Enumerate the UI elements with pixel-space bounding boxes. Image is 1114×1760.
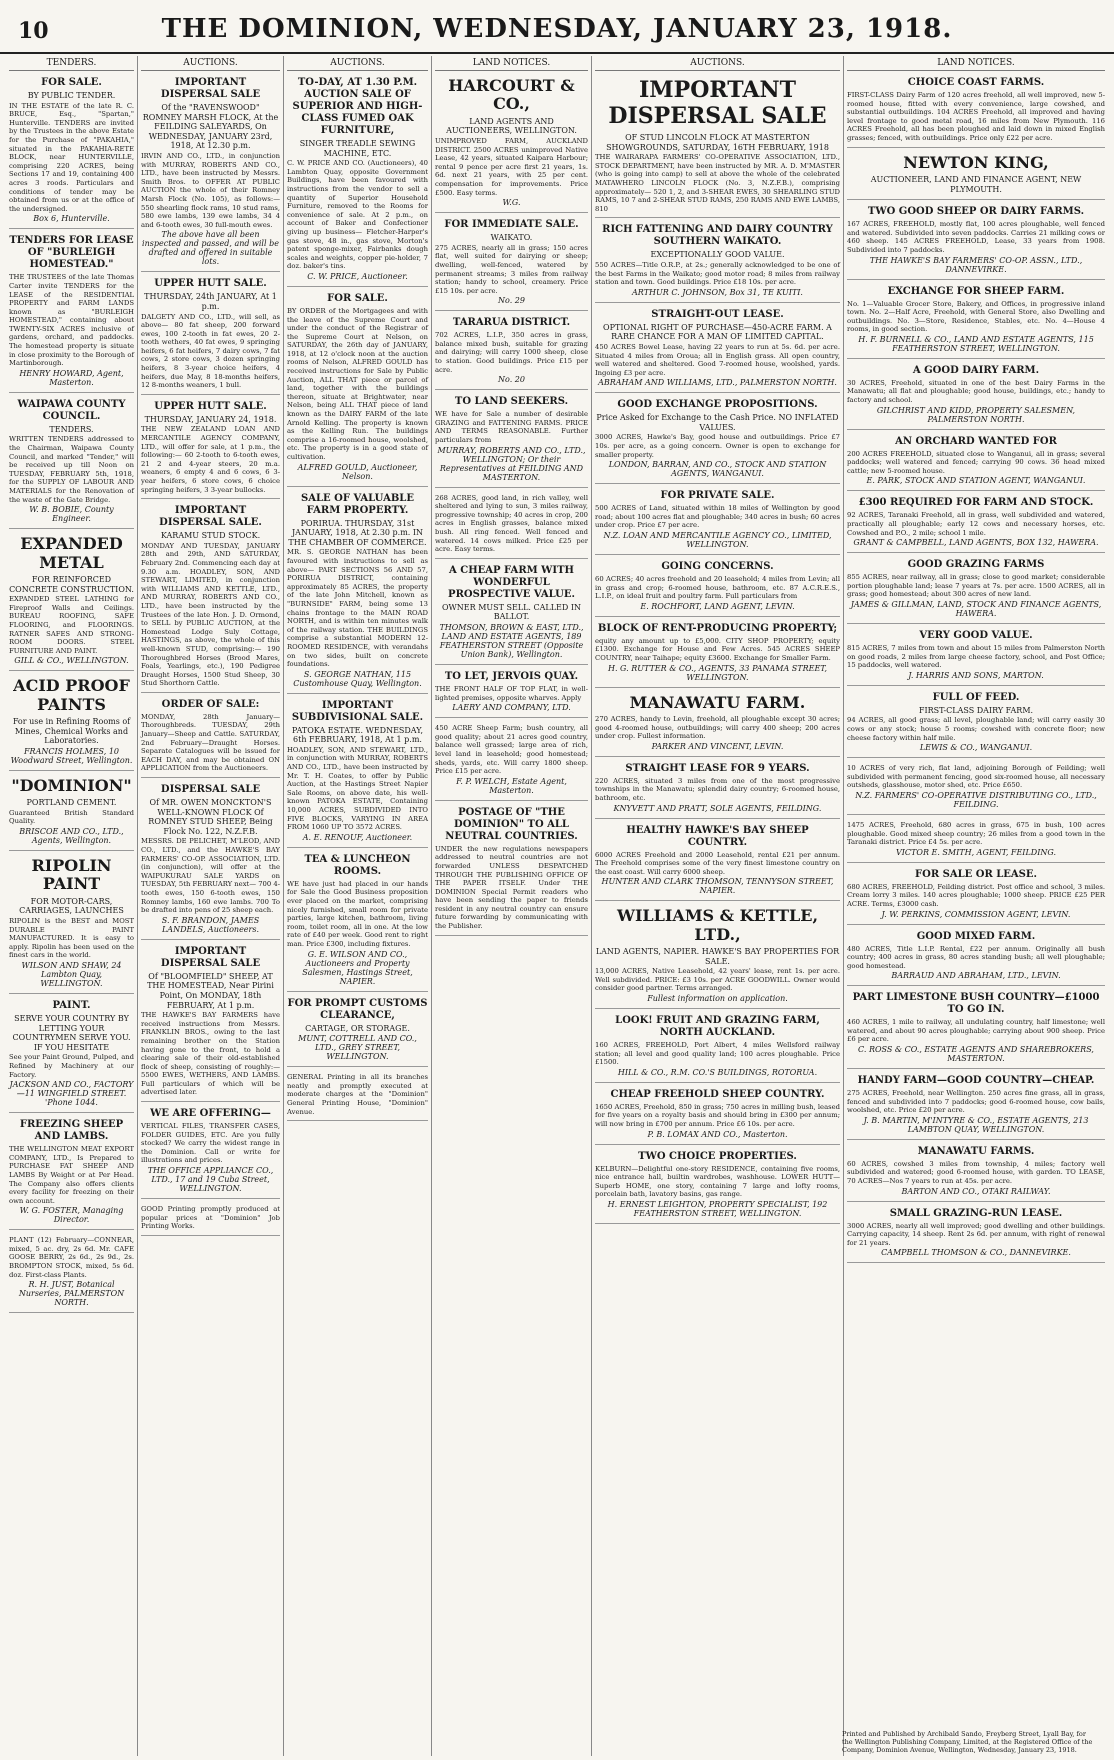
ad-title: VERY GOOD VALUE. [919, 630, 1033, 642]
ad-signature: MURRAY, ROBERTS AND CO., LTD., WELLINGTON; Or their Representatives at FEILDING AND MASTERTON. [437, 445, 586, 482]
advertisement [435, 396, 588, 487]
ad-title: CHEAP FREEHOLD SHEEP COUNTRY. [610, 1088, 825, 1100]
ad-body: THE WAIRARAPA FARMERS' CO-OPERATIVE ASSOCIATION, LTD., STOCK DEPARTMENT, have been instructed by MR. A. D. M'MASTER (who is going into camp) to sell at above the whole of the celebrated MATAWHERO LINCOLN FLOCK (No. 3, N.Z.F.B.), comprising approximately— 520 1, 2, and 3-SHEAR EWES, 30 SHEARLING STUD RAMS, 10 7 and 2-SHEAR STUD RAMS, 250 RAMS AND EWE LAMBS, 810 [595, 153, 840, 213]
ad-signature: A. E. RENOUF, Auctioneer. [302, 832, 413, 842]
advertisement [9, 399, 134, 529]
ad-body: UNIMPROVED FARM, AUCKLAND DISTRICT. 2500 ACRES unimproved Native Lease, 42 years, situated Kaipara Harbour; rental 9 pence per acre first 21 years, 1s. 6d. next 21 years, with 25 per cent. compensation for improvements. Price £500. Easy terms. [435, 136, 588, 197]
ad-signature: LAERY AND COMPANY, LTD. [452, 703, 571, 713]
advertisement [847, 154, 1105, 201]
advertisement [595, 907, 840, 1009]
ad-body: C. W. PRICE AND CO. (Auctioneers), 40 Lambton Quay, opposite Government Buildings, have been favoured with instructions from the vendor to sell a quantity of Superior Household Furniture, removed to the Rooms for convenience of sale. At 2 p.m., on account of Baker and Confectioner giving up business— Fletcher-Harper's gas stove, 48 in., gas stove, Morton's patent sponge-mixer, Fairbanks dough scales and weights, copper pie-holder, 7 doz. baker's tins. [287, 159, 428, 271]
advertisement [847, 992, 1105, 1069]
ad-body: 450 ACRES Bowel Lease, having 22 years to run at 5s. 6d. per acre. Situated 4 miles from Oroua; all in English grass. All open country, well watered and sheltered. Good 7-roomed house, woolshed, yards. Ingoing £3 per acre. [595, 342, 840, 377]
ad-body: WE have for Sale a number of desirable GRAZING and FATTENING FARMS. PRICE AND TERMS REASONABLE. Further particulars from [435, 410, 588, 445]
ad-signature: Box 6, Hunterville. [33, 214, 110, 224]
advertisement [9, 857, 134, 994]
ad-body: 1475 ACRES, Freehold, 680 acres in grass, 675 in bush, 100 acres ploughable. Good mixed sheep country; 26 miles from a good town in the Taranaki district. Price £4 5s. per acre. [847, 820, 1105, 847]
ad-subtitle: OF STUD LINCOLN FLOCK AT MASTERTON SHOWGROUNDS, SATURDAY, 16TH FEBRUARY, 1918 [606, 133, 829, 152]
ad-body: 3000 ACRES, Hawke's Bay, good house and outbuildings. Price £7 10s. per acre, as a going concern. Owner is open to exchange for smaller property. [595, 433, 840, 459]
column-auctions-3 [592, 56, 844, 1756]
ad-signature: E. PARK, STOCK AND STATION AGENT, WANGANUI. [866, 476, 1086, 486]
ad-title: GOING CONCERNS. [661, 561, 774, 573]
ad-signature: ALFRED GOULD, Auctioneer, Nelson. [297, 462, 418, 481]
ad-signature: C. W. PRICE, Auctioneer. [307, 271, 408, 281]
ad-body: PLANT (12) February—CONNEAR, mixed, 5 ac. dry, 2s 6d. Mr. CAFE GOOSE BERRY, 2s 6d., 2s 9d., 2s. BROMPTON STOCK, mixed, 5s 6d. doz. First-class Plants. [9, 1236, 134, 1279]
ad-title: PAINT. [52, 999, 91, 1011]
ad-signature: THOMSON, BROWN & EAST, LTD., LAND AND ESTATE AGENTS, 189 FEATHERSTON STREET (Opposite Union Bank), Wellington. [439, 622, 584, 659]
advertisement [847, 436, 1105, 492]
ad-body: 268 ACRES, good land, in rich valley, well sheltered and lying to sun, 3 miles railway, progressive township; 40 acres in crop, 200 acres in English grasses, balance mixed bush. All ring fenced. Well fenced and watered. 14 cows milked. Price £25 per acre. Easy terms. [435, 493, 588, 554]
ad-title: TO-DAY, AT 1.30 P.M. AUCTION SALE OF SUPERIOR AND HIGH-CLASS FUMED OAK FURNITURE, [292, 77, 423, 136]
advertisement [847, 77, 1105, 148]
ad-body: GOOD Printing promptly produced at popular prices at "Dominion" Job Printing Works. [141, 1205, 280, 1231]
advertisement [595, 763, 840, 819]
ad-signature: KNYVETT AND PRATT, SOLE AGENTS, FEILDING. [613, 803, 822, 813]
ad-body: MR. S. GEORGE NATHAN has been favoured with instructions to sell as above— PART SECTIONS 56 AND 57, PORIRUA DISTRICT, containing approximately 85 ACRES, the property of the late John Mitchell, known as "BURNSIDE" FARM, being some 13 chains frontage to the MAIN ROAD NORTH, and is within ten minutes walk of the railway station. THE BUILDINGS comprise a substantial MODERN 12-ROOMED RESIDENCE, with verandahs on two sides, built on concrete foundations. [287, 548, 428, 669]
ad-subtitle: BY PUBLIC TENDER. [27, 91, 116, 100]
ad-title: GOOD GRAZING FARMS [907, 559, 1045, 571]
ad-subtitle: SERVE YOUR COUNTRY BY LETTING YOUR COUNTRYMEN SERVE YOU. IF YOU HESITATE [12, 1013, 131, 1052]
ad-body: 702 ACRES, L.I.P., 350 acres in grass, balance mixed bush, suitable for grazing and dairying; will carry 1000 sheep, close to station. Good buildings. Price £15 per acre. [435, 331, 588, 374]
ad-signature: W. B. BOBIE, County Engineer. [29, 505, 114, 524]
column-auctions-1 [138, 56, 284, 1756]
advertisement [847, 559, 1105, 624]
ad-signature: H. ERNEST LEIGHTON, PROPERTY SPECIALIST, 192 FEATHERSTON STREET, WELLINGTON. [607, 1200, 828, 1219]
ad-body: 92 ACRES, Taranaki Freehold, all in grass, well subdivided and watered, practically all ploughable; early 12 cows and necessary horses, etc. Cowshed and P.O., 2 mile; school 1 mile. [847, 511, 1105, 537]
ad-signature: E. ROCHFORT, LAND AGENT, LEVIN. [640, 601, 795, 611]
ad-body: 480 ACRES, Title L.I.P. Rental, £22 per annum. Originally all bush country; 400 acres in grass, 80 acres standing bush; all well ploughable; good homestead. [847, 944, 1105, 970]
advertisement [847, 692, 1105, 758]
advertisement [9, 77, 134, 229]
ad-title: TWO GOOD SHEEP OR DAIRY FARMS. [867, 206, 1085, 218]
column-heading: AUCTIONS. [595, 56, 840, 71]
ad-signature: GILCHRIST AND KIDD, PROPERTY SALESMEN, PALMERSTON NORTH. [876, 405, 1076, 424]
ad-title: IMPORTANT DISPERSAL SALE [608, 77, 827, 129]
advertisement [435, 671, 588, 718]
advertisement [287, 1073, 428, 1121]
advertisement [435, 317, 588, 390]
ad-subtitle: LAND AGENTS AND AUCTIONEERS, WELLINGTON. [446, 116, 577, 136]
ad-title: FOR IMMEDIATE SALE. [444, 219, 579, 231]
ad-signature: JACKSON AND CO., FACTORY—11 WINGFIELD STREET. 'Phone 1044. [9, 1080, 134, 1108]
ad-title: SMALL GRAZING-RUN LEASE. [889, 1207, 1063, 1219]
advertisement [287, 293, 428, 487]
ad-title: UPPER HUTT SALE. [154, 400, 267, 412]
column-tenders [6, 56, 138, 1756]
ad-signature: W.G. [502, 198, 521, 208]
ad-title: FOR PROMPT CUSTOMS CLEARANCE, [287, 997, 428, 1021]
advertisement [847, 1146, 1105, 1202]
advertisement [287, 77, 428, 287]
advertisement [847, 931, 1105, 987]
column-heading: LAND NOTICES. [435, 56, 588, 71]
advertisement [595, 490, 840, 555]
ad-title: RICH FATTENING AND DAIRY COUNTRY SOUTHERN WAIKATO. [602, 224, 833, 248]
ad-subtitle: PATOKA ESTATE. WEDNESDAY, 6th FEBRUARY, 1918, At 1 p.m. [291, 725, 424, 745]
ad-body: MONDAY AND TUESDAY, JANUARY 28th and 29th, AND SATURDAY, February 2nd. Commencing each day at 9.30 a.m. HOADLEY, SON, AND STEWART, LIMITED, in conjunction with WILLIAMS AND KETTLE, LTD., AND MURRAY, ROBERTS AND CO., LTD., have been instructed by the Trustees of the late Hon. J. D. Ormond, to SELL by PUBLIC AUCTION, at the Homestead Lodge Suly Cottage, HASTINGS, as above, the whole of this well-known STUD, comprising:— 190 Thoroughbred Horses (Brood Mares, Foals, Yearlings, etc.), 190 Pedigree Draught Horses, 1500 Stud Sheep, 30 Stud Shorthorn Cattle. [141, 541, 280, 688]
advertisement [141, 1205, 280, 1236]
ad-body: 6000 ACRES Freehold and 2000 Leasehold, rental £21 per annum. The Freehold comprises some of the very finest limestone country on the east coast. Will carry 6000 sheep. [595, 850, 840, 876]
ad-body: See your Paint Ground, Pulped, and Refined by Machinery at our Factory. [9, 1053, 134, 1079]
advertisement [595, 1089, 840, 1145]
advertisement [595, 1015, 840, 1083]
advertisement [847, 497, 1105, 553]
ad-body: 450 ACRE Sheep Farm; bush country, all good quality; about 21 acres good country, balance well grassed; large area of rich, level land in leasehold; good homestead; sheds, yards, etc. Will carry 1800 sheep. Price £15 per acre. [435, 724, 588, 776]
ad-signature: J. W. PERKINS, COMMISSION AGENT, LEVIN. [881, 909, 1071, 919]
ad-body: THE FRONT HALF OF TOP FLAT, in well-lighted premises, opposite wharves. Apply [435, 684, 588, 702]
imprint: Printed and Published by Archibald Sando, Freyberg Street, Lyall Bay, for the Wellington Publishing Company, Limited, at the Registered Office of the Company, Dominion Avenue, Wellington, Wednesday, January 23, 1918. [842, 1730, 1093, 1754]
ad-signature: HENRY HOWARD, Agent, Masterton. [19, 368, 124, 387]
ad-body: MESSRS. DE PELICHET, M'LEOD, AND CO., LTD., and the HAWKE'S BAY FARMERS' CO-OP. ASSOCIATION, LTD. (in conjunction), will offer at the WAIPUKURAU SALE YARDS on TUESDAY, 5th FEBRUARY next— 700 4-tooth ewes, 150 6-tooth ewes, 150 Romney lambs, 160 ewe lambs. 700 To be drafted into pens of 25 sheep each. [141, 837, 280, 915]
ad-subtitle: FIRST-CLASS DAIRY FARM. [918, 705, 1034, 715]
ad-title: IMPORTANT SUBDIVISIONAL SALE. [291, 699, 424, 723]
ad-body: WRITTEN TENDERS addressed to the Chairman, Waipawa County Council, and marked "Tender," will be received up till Noon on TUESDAY, FEBRUARY 5th, 1918, for the SUPPLY OF LABOUR AND MATERIALS for the Renovation of the waste of the Gate Bridge. [9, 435, 134, 504]
ad-title: TENDERS FOR LEASE OF "BURLEIGH HOMESTEAD." [9, 235, 134, 271]
ad-signature: HILL & CO., R.M. CO.'S BUILDINGS, ROTORUA. [617, 1067, 818, 1077]
ad-body: BY ORDER of the Mortgagees and with the leave of the Supreme Court and under the conduct of the Registrar of the Supreme Court at Nelson, on SATURDAY, the 26th day of JANUARY, 1918, at 12 o'clock noon at the auction rooms of Nelson, ALFRED GOULD has received instructions for Sale by Public Auction, ALL THAT piece or parcel of land, together with the buildings thereon, situate at Brightwater, near Nelson, being ALL THAT piece of land known as the DAIRY FARM of the late Arnold Kelling. The property is known as the Kelling Run. The buildings comprise a 16-roomed house, woolshed, etc. The property is in a good state of cultivation. [287, 306, 428, 461]
ad-signature: BRISCOE AND CO., LTD., Agents, Wellington. [19, 827, 124, 846]
advertisement [847, 1075, 1105, 1140]
advertisement [595, 309, 840, 394]
ad-title: TO LET, JERVOIS QUAY. [444, 670, 579, 682]
ad-body: 30 ACRES, Freehold, situated in one of the best Dairy Farms in the Manawatu; all flat and ploughable; good house, buildings, etc.; handy to factory and school. [847, 378, 1105, 405]
ad-signature: WILSON AND SHAW, 24 Lambton Quay, WELLINGTON. [21, 960, 122, 988]
ad-body: THE NEW ZEALAND LOAN AND MERCANTILE AGENCY COMPANY, LTD., will offer for sale, at 1 p.m., the following:— 60 2-tooth to 6-tooth ewes, 21 2 and 4-year steers, 20 m.a. weaners, 6 empty 4 and 6 cows, 6 3-year heifers, 6 store cows, 6 choice springing heifers, 3 3-year bullocks. [141, 425, 280, 494]
advertisement [9, 535, 134, 671]
advertisement [435, 807, 588, 936]
ad-title: ORDER OF SALE: [161, 698, 260, 710]
ad-body: 815 ACRES, 7 miles from town and about 15 miles from Palmerston North on good roads, 2 miles from large cheese factory, school, and Post Office; 15 paddocks, well watered. [847, 644, 1105, 670]
ad-body: 200 ACRES FREEHOLD, situated close to Wanganui, all in grass; several paddocks; well watered and fenced; carrying 90 cows. 36 head mixed cattle; new 5-roomed house. [847, 449, 1105, 475]
ad-body: 94 ACRES, all good grass; all level, ploughable land; will carry easily 30 cows or any stock; house 5 rooms; cowshed with concrete floor; new cheese factory within half mile. [847, 716, 1105, 742]
ad-body: 680 ACRES, FREEHOLD, Feilding district. Post office and school, 3 miles. Cream lorry 3 miles. 140 acres ploughable; 1000 sheep. PRICE £25 PER ACRE. Terms, £3000 cash. [847, 882, 1105, 908]
ad-title: AN ORCHARD WANTED FOR [895, 435, 1057, 447]
ad-title: WE ARE OFFERING— [150, 1108, 271, 1120]
ad-body: 1650 ACRES, Freehold, 850 in grass; 750 acres in milling bush, leased for five years on a royalty basis and should bring in £300 per annum; will now bring in £700 per annum. Price £6 10s. per acre. [595, 1102, 840, 1129]
ad-body: KELBURN—Delightful one-story RESIDENCE, containing five rooms, nice entrance hall, builtin wardrobes, washhouse. LOWER HUTT—Superb HOME, one story, containing 7 large and lofty rooms, porcelain bath, lavatory basins, gas range. [595, 1164, 840, 1199]
ad-title: IMPORTANT DISPERSAL SALE. [159, 505, 262, 529]
ad-body: RIPOLIN is the BEST and MOST DURABLE PAINT MANUFACTURED. It is easy to apply. Ripolin has been used on the finest cars in the world. [9, 917, 134, 960]
ad-body: MONDAY, 28th January—Thoroughbreds. TUESDAY, 29th January—Sheep and Cattle. SATURDAY, 2nd February—Draught Horses. Separate Catalogues will be issued for EACH DAY, and may be obtained ON APPLICATION from the Auctioneers. [141, 712, 280, 773]
ad-signature: J. B. MARTIN, M'INTYRE & CO., ESTATE AGENTS, 213 LAMBTON QUAY, WELLINGTON. [863, 1115, 1089, 1134]
ad-signature: CAMPBELL THOMSON & CO., DANNEVIRKE. [881, 1248, 1071, 1258]
ad-subtitle: THURSDAY, JANUARY 24, 1918. [144, 414, 277, 424]
ad-subtitle: LAND AGENTS, NAPIER. HAWKE'S BAY PROPERTIES FOR SALE. [595, 947, 840, 966]
ad-title: STRAIGHT-OUT LEASE. [651, 308, 784, 320]
advertisement [595, 399, 840, 484]
ad-body: 460 ACRES, 1 mile to railway, all undulating country, half limestone; well watered, and about 90 acres ploughable; carrying about 900 sheep. Price £6 per acre. [847, 1018, 1105, 1044]
ad-subtitle: THURSDAY, 24th JANUARY, At 1 p.m. [144, 292, 277, 311]
ad-body: 60 ACRES, cowshed 3 miles from township, 4 miles; factory well subdivided and watered; good 6-roomed house, with garden. TO LEASE, 70 ACRES—Nos 7 years to run at 45s. per acre. [847, 1159, 1105, 1186]
advertisement [141, 505, 280, 693]
ad-signature: FRANCIS HOLMES, 10 Woodward Street, Wellington. [10, 746, 133, 765]
ad-title: TARARUA DISTRICT. [452, 317, 571, 329]
ad-title: TWO CHOICE PROPERTIES. [638, 1150, 797, 1162]
advertisement [9, 1119, 134, 1230]
advertisement [847, 821, 1105, 863]
ad-title: WILLIAMS & KETTLE, LTD., [616, 906, 819, 944]
ad-signature: JAMES & GILLMAN, LAND, STOCK AND FINANCE AGENTS, HAWERA. [850, 600, 1102, 619]
ad-subtitle: FOR MOTOR-CARS, CARRIAGES, LAUNCHES [19, 896, 124, 916]
advertisement [847, 630, 1105, 686]
ad-body: No. 1—Valuable Grocer Store, Bakery, and Offices, in progressive inland town. No. 2—Half Acre, Freehold, with General Store, also Dwelling and outbuildings. No. 3—Store, Residence, Stables, etc. No. 4—House 4 rooms, in good section. [847, 299, 1105, 334]
ad-subtitle: PORIRUA. THURSDAY, 31st JANUARY, 1918, At 2.30 p.m. IN THE CHAMBER OF COMMERCE. [288, 518, 427, 547]
ad-body: HOADLEY, SON, AND STEWART, LTD., in conjunction with MURRAY, ROBERTS AND CO., LTD., have been instructed by Mr. T. H. Coates, to offer by Public Auction, at the Hastings Street Napier Sale Rooms, on above date, his well-known PATOKA ESTATE, Containing 10,000 ACRES, SUBDIVIDED INTO FIVE BLOCKS, VARYING IN AREA FROM 1060 UP TO 3572 ACRES. [287, 745, 428, 832]
ad-subtitle: Price Asked for Exchange to the Cash Price. NO INFLATED VALUES. [596, 413, 839, 432]
advertisement [141, 77, 280, 272]
ad-title: POSTAGE OF "THE DOMINION" TO ALL NEUTRAL COUNTRIES. [445, 806, 578, 842]
ad-title: TO LAND SEEKERS. [454, 396, 569, 408]
ad-signature: THE OFFICE APPLIANCE CO., LTD., 17 and 19 Cuba Street, WELLINGTON. [147, 1166, 274, 1194]
advertisement [847, 206, 1105, 279]
ad-subtitle: AUCTIONEER, LAND AND FINANCE AGENT, NEW PLYMOUTH. [870, 174, 1082, 194]
ad-title: £300 REQUIRED FOR FARM AND STOCK. [858, 497, 1094, 509]
column-land-notices-1 [432, 56, 592, 1756]
ad-body: WE have just had placed in our hands for Sale the Good Business proposition ever placed on the market, comprising nicely furnished, small room for private parties, large kitchen, bathroom, living room, toilet room, all in one. At the low rate of £40 per week. Good rent to right man. Price £300, including fixtures. [287, 879, 428, 948]
advertisement [595, 224, 840, 302]
advertisement [9, 777, 134, 851]
ad-subtitle: Of "BLOOMFIELD" SHEEP, AT THE HOMESTEAD, Near Pirini Point, On MONDAY, 18th FEBRUARY, At 1 p.m. [147, 971, 274, 1010]
masthead: THE DOMINION, WEDNESDAY, JANUARY 23, 1918. [161, 14, 953, 44]
ad-title: EXPANDED METAL [20, 534, 123, 572]
ad-title: PART LIMESTONE BUSH COUNTRY—£1000 TO GO IN. [852, 992, 1100, 1016]
ad-title: FULL OF FEED. [932, 691, 1020, 703]
ad-title: "DOMINION" [11, 775, 132, 795]
ad-body: IN THE ESTATE of the late R. C. BRUCE, Esq., "Spartan," Hunterville. TENDERS are invited by the Trustees in the above Estate for the Purchase of "PAKAHIA," situated in the PAKAHIA-RETE BLOCK, near HUNTERVILLE, comprising 220 ACRES, being Sections 17 and 19, containing 400 acres 3 roods. Particulars and conditions of tender may be obtained from us or at the office of the undersigned. [9, 101, 134, 213]
ad-subtitle: OPTIONAL RIGHT OF PURCHASE—450-ACRE FARM. A RARE CHANCE FOR A MAN OF LIMITED CAPITAL. [603, 322, 832, 342]
ad-title: TEA & LUNCHEON ROOMS. [304, 853, 411, 877]
ad-title: NEWTON KING, [903, 152, 1049, 172]
ad-signature: GILL & CO., WELLINGTON. [14, 656, 129, 666]
ad-signature: H. F. BURNELL & CO., LAND AND ESTATE AGENTS, 115 FEATHERSTON STREET, WELLINGTON. [858, 334, 1094, 353]
ad-body: 167 ACRES, FREEHOLD, mostly flat, 100 acres ploughable, well fenced and watered. Subdivided into seven paddocks. Carries 21 milking cows or 460 sheep. 145 ACRES FREEHOLD, Lease, 33 years from 1908. Subdivided into 7 paddocks. [847, 220, 1105, 254]
ad-title: FOR SALE. [41, 77, 102, 88]
ad-body: GENERAL Printing in all its branches neatly and promptly executed at moderate charges at the "Dominion" General Printing House, "Dominion" Avenue. [287, 1073, 428, 1116]
advertisement [9, 1000, 134, 1113]
advertisement [287, 700, 428, 848]
ad-title: A GOOD DAIRY FARM. [912, 364, 1040, 376]
ad-title: IMPORTANT DISPERSAL SALE [160, 77, 261, 100]
advertisement [141, 401, 280, 499]
ad-body: EXPANDED STEEL LATHING for Fireproof Walls and Ceilings. BUREAU ROOFING, SAFE FLOORING, and FLOORINGS. RATNER SAFES AND STRONG-ROOM DOORS. STEEL FURNITURE AND PAINT. [9, 595, 134, 655]
ad-subtitle: WAIKATO. [490, 233, 533, 243]
ad-body: 550 ACRES—Title O.R.P., at 2s.; generally acknowledged to be one of the best Farms in the Waikato; good motor road; 8 miles from railway station and town. Good buildings. Price £18 10s. per acre. [595, 260, 840, 287]
advertisement [435, 77, 588, 213]
advertisement [141, 784, 280, 940]
ad-title: HARCOURT & CO., [448, 76, 575, 114]
advertisement [435, 494, 588, 559]
ad-title: GOOD EXCHANGE PROPOSITIONS. [617, 399, 818, 411]
ad-title: IMPORTANT DISPERSAL SALE [160, 945, 261, 969]
ad-subtitle: FOR REINFORCED CONCRETE CONSTRUCTION. [9, 574, 134, 594]
ad-signature: N.Z. LOAN AND MERCANTILE AGENCY CO., LIMITED, WELLINGTON. [603, 531, 832, 550]
ad-signature: HUNTER AND CLARK THOMSON, TENNYSON STREET, NAPIER. [601, 877, 834, 896]
advertisement [847, 869, 1105, 925]
advertisement [847, 764, 1105, 815]
ad-body: 275 ACRES, Freehold, near Wellington. 250 acres fine grass, all in grass, fenced and subdivided into 7 paddocks; good 6-roomed house, cow bails, woolshed, etc. Price £20 per acre. [847, 1089, 1105, 1115]
advertisement [9, 1236, 134, 1313]
advertisement [847, 1208, 1105, 1264]
ad-title: FOR SALE OR LEASE. [915, 868, 1037, 880]
ad-title: UPPER HUTT SALE. [154, 278, 267, 290]
advertisement [595, 623, 840, 688]
ad-body: THE HAWKE'S BAY FARMERS have received instructions from Messrs. FRANKLIN BROS., owing to the last remaining brother on the Station having gone to the front, to hold a clearing sale of their old-established flock of sheep, consisting of roughly:— 5500 EWES, WETHERS, AND LAMBS. Full particulars of which will be advertised later. [141, 1011, 280, 1097]
ad-subtitle: CARTAGE, OR STORAGE. [305, 1023, 410, 1033]
ad-body: 10 ACRES of very rich, flat land, adjoining Borough of Feilding; well subdivided with permanent fencing, good six-roomed house, all necessary outsheds, glasshouse, motor shed, etc. Price £650. [847, 764, 1105, 790]
ad-signature: J. HARRIS AND SONS, MARTON. [908, 670, 1044, 680]
ad-body: 500 ACRES of Land, situated within 18 miles of Wellington by good road; about 100 acres flat and ploughable; 340 acres in bush; 60 acres under crop. Price £7 per acre. [595, 504, 840, 530]
advertisement [595, 1151, 840, 1224]
ad-title: SALE OF VALUABLE FARM PROPERTY. [301, 492, 414, 516]
ad-subtitle: KARAMU STUD STOCK. [160, 531, 261, 541]
ad-signature: BARTON AND CO., OTAKI RAILWAY. [901, 1186, 1051, 1196]
ad-signature: PARKER AND VINCENT, LEVIN. [651, 741, 784, 751]
ad-signature: P. B. LOMAX AND CO., Masterton. [647, 1129, 788, 1139]
ad-title: MANAWATU FARM. [629, 692, 806, 712]
ad-body: UNDER the new regulations newspapers addressed to neutral countries are not forwarded UNLESS DESPATCHED THROUGH THE PUBLISHING OFFICE OF THE PAPER ITSELF. Under THE DOMINION Special Permit readers who have been sending the paper to friends resident in any neutral country can ensure future forwarding by communicating with the Publisher. [435, 844, 588, 931]
ad-subtitle: OWNER MUST SELL. CALLED IN BALLOT. [442, 602, 581, 622]
ad-signature: LONDON, BARRAN, AND CO., STOCK AND STATION AGENTS, WANGANUI. [608, 460, 827, 479]
ad-subtitle: TENDERS. [49, 424, 94, 434]
ad-subtitle: Of the "RAVENSWOOD" ROMNEY MARSH FLOCK, At the FEILDING SALEYARDS, On WEDNESDAY, JANUARY 23rd, 1918, At 12.30 p.m. [142, 103, 279, 151]
ad-body: 270 ACRES, handy to Levin, freehold, all ploughable except 30 acres; good 4-roomed house, outbuildings; will carry 400 sheep; 200 acres under crop. Fullest information. [595, 714, 840, 741]
ad-title: DISPERSAL SALE [160, 784, 261, 796]
advertisement [847, 286, 1105, 359]
advertisement [141, 699, 280, 778]
ad-title: FREEZING SHEEP AND LAMBS. [19, 1119, 124, 1143]
ad-body: 275 ACRES, nearly all in grass; 150 acres flat, well suited for dairying or sheep; dwelling, well-fenced, watered by permanent streams; 3 miles from railway station; handy to school, creamery. Price £15 10s. per acre. [435, 243, 588, 295]
ad-signature: S. GEORGE NATHAN, 115 Customhouse Quay, Wellington. [293, 669, 422, 688]
advertisement [141, 278, 280, 395]
ad-title: BLOCK OF RENT-PRODUCING PROPERTY; [597, 622, 838, 634]
column-auctions-2 [284, 56, 432, 1756]
column-heading: TENDERS. [9, 56, 134, 71]
ad-signature: W. G. FOSTER, Managing Director. [19, 1206, 124, 1225]
ad-body: 3000 ACRES, nearly all well improved; good dwelling and other buildings. Carrying capacity, 14 sheep. Rent 2s 6d. per annum, with right of renewal for 21 years. [847, 1221, 1105, 1247]
ad-subtitle: PORTLAND CEMENT. [26, 798, 117, 808]
ad-body: 60 ACRES; 40 acres freehold and 20 leasehold; 4 miles from Levin; all in grass and crop; 6-roomed house, bathroom, etc. 87 A.C.R.E.S., L.I.P., on ideal fruit and poultry farm. Full particulars from [595, 575, 840, 601]
ad-title: EXCHANGE FOR SHEEP FARM. [887, 285, 1065, 297]
advertisement [141, 946, 280, 1102]
advertisement [847, 365, 1105, 430]
ad-title: RIPOLIN PAINT [31, 856, 112, 894]
ad-signature: N.Z. FARMERS' CO-OPERATIVE DISTRIBUTING CO., LTD., FEILDING. [855, 790, 1097, 809]
ad-body: THE TRUSTEES of the late Thomas Carter invite TENDERS for the LEASE of the RESIDENTIAL PROPERTY and FARM LANDS known as "BURLEIGH HOMESTEAD," containing about TWENTY-SIX ACRES inclusive of gardens, orchard, and paddocks. The homestead property is situate in close proximity to the Borough of Martinborough. [9, 273, 134, 368]
ad-title: HEALTHY HAWKE'S BAY SHEEP COUNTRY. [626, 824, 809, 848]
ad-signature: VICTOR E. SMITH, AGENT, FEILDING. [895, 847, 1056, 857]
advertisement [435, 565, 588, 665]
ad-signature: BARRAUD AND ABRAHAM, LTD., LEVIN. [891, 971, 1061, 981]
ad-signature: GRANT & CAMPBELL, LAND AGENTS, BOX 132, HAWERA. [853, 538, 1099, 548]
ad-signature: THE HAWKE'S BAY FARMERS' CO-OP. ASSN., LTD., DANNEVIRKE. [869, 255, 1083, 274]
ad-signature: ARTHUR C. JOHNSON, Box 31, TE KUITI. [632, 287, 803, 297]
page-number: 10 [18, 18, 49, 44]
advertisement [595, 694, 840, 757]
ad-body: VERTICAL FILES, TRANSFER CASES, FOLDER GUIDES, ETC. Are you fully stocked? We carry the widest range in the Dominion. Call or write for illustrations and prices. [141, 1122, 280, 1165]
ad-body: Guaranteed British Standard Quality. [9, 808, 134, 826]
ad-body: equity any amount up to £5,000. CITY SHOP PROPERTY; equity £1300. Exchange for House and Few Acres. 545 ACRES SHEEP COUNTRY, near Taihape; equity £3600. Exchange for Smaller Farm. [595, 636, 840, 662]
advertisement [435, 219, 588, 311]
ad-signature: MUNT, COTTRELL AND CO., LTD., GREY STREET, WELLINGTON. [298, 1034, 417, 1062]
ad-signature: C. ROSS & CO., ESTATE AGENTS AND SHAREBROKERS, MASTERTON. [858, 1045, 1094, 1064]
ad-signature: R. H. JUST, Botanical Nurseries, PALMERSTON NORTH. [18, 1280, 125, 1308]
advertisement [287, 854, 428, 992]
ad-signature: H. G. RUTTER & CO., AGENTS, 33 PANAMA STREET, WELLINGTON. [607, 663, 828, 682]
ad-body: FIRST-CLASS Dairy Farm of 120 acres freehold, all well improved, new 5-roomed house, fitted with every convenience, large cowshed, and substantial outbuildings. 104 ACRES Freehold, all improved and having level frontage to good metal road, 16 miles from New Plymouth. 116 ACRES Freehold, all has been ploughed and laid down in mixed English grasses; fenced, with outbuildings. Price only £22 per acre. [847, 91, 1105, 142]
advertisement [287, 998, 428, 1068]
ad-subtitle: EXCEPTIONALLY GOOD VALUE. [650, 250, 785, 260]
ad-title: ACID PROOF PAINTS [13, 676, 130, 714]
ad-signature: Fullest information on application. [647, 994, 788, 1004]
ad-title: HANDY FARM—GOOD COUNTRY—CHEAP. [857, 1075, 1095, 1087]
advertisement [9, 677, 134, 771]
advertisement [595, 77, 840, 218]
ad-signature: S. F. BRANDON, JAMES LANDELS, Auctioneers. [161, 915, 260, 934]
ad-body: 220 ACRES, situated 3 miles from one of the most progressive townships in the Manawatu; splendid dairy country; 6-roomed house, bathroom, etc. [595, 776, 840, 802]
ad-title: LOOK! FRUIT AND GRAZING FARM, NORTH AUCKLAND. [615, 1015, 820, 1039]
ad-signature: ABRAHAM AND WILLIAMS, LTD., PALMERSTON NORTH. [598, 378, 837, 388]
ad-signature: G. E. WILSON AND CO., Auctioneers and Property Salesmen, Hastings Street, NAPIER. [302, 949, 413, 986]
page-header [0, 0, 1114, 54]
ad-body: 160 ACRES, FREEHOLD, Port Albert, 4 miles Wellsford railway station; all level and good quality land; 100 acres ploughable. Price £1500. [595, 1041, 840, 1067]
ad-signature: No. 20 [498, 375, 525, 385]
column-heading: AUCTIONS. [141, 56, 280, 71]
ad-signature: F. P. WELCH, Estate Agent, Masterton. [456, 776, 567, 795]
ad-signature: LEWIS & CO., WANGANUI. [919, 743, 1033, 753]
advertisement [435, 724, 588, 801]
ad-title: WAIPAWA COUNTY COUNCIL. [17, 398, 126, 422]
ad-body: 13,000 ACRES, Native Leasehold, 42 years' lease, rent 1s. per acre. Well subdivided. PRICE: £3 10s. per ACRE GOODWILL. Owner would consider good partner. Terms arranged. [595, 967, 840, 993]
ad-body: 855 ACRES, near railway, all in grass; close to good market; considerable portion ploughable land; lease 7 years at 7s. per acre. 1500 ACRES, all in grass; good homestead; about 300 acres of new land. [847, 573, 1105, 599]
ad-signature: No. 29 [498, 296, 525, 306]
ad-signature: The above have all been inspected and passed, and will be drafted and offered in suitable lots. [142, 230, 279, 267]
ad-subtitle: Of MR. OWEN MONCKTON'S WELL-KNOWN FLOCK Of ROMNEY STUD SHEEP, Being Flock No. 122, N.Z.F.B. [148, 798, 273, 836]
ad-title: FOR PRIVATE SALE. [660, 490, 775, 502]
ad-title: MANAWATU FARMS. [917, 1145, 1035, 1157]
ad-body: THE WELLINGTON MEAT EXPORT COMPANY, LTD., Is Prepared to PURCHASE FAT SHEEP AND LAMBS By Weight or at Per Head. The Company also offers clients every facility for freezing on their own account. [9, 1145, 134, 1205]
column-land-notices-2 [844, 56, 1108, 1756]
ad-subtitle: For use in Refining Rooms of Mines, Chemical Works and Laboratories. [12, 717, 131, 746]
ad-title: GOOD MIXED FARM. [916, 930, 1036, 942]
advertisement [595, 561, 840, 617]
column-heading: AUCTIONS. [287, 56, 428, 71]
ad-title: STRAIGHT LEASE FOR 9 YEARS. [625, 762, 810, 774]
columns [6, 56, 1108, 1756]
ad-title: FOR SALE. [327, 292, 388, 304]
ad-title: A CHEAP FARM WITH WONDERFUL PROSPECTIVE VALUE. [448, 564, 575, 600]
ad-title: CHOICE COAST FARMS. [907, 77, 1045, 88]
column-heading: LAND NOTICES. [847, 56, 1105, 71]
advertisement [141, 1108, 280, 1199]
ad-body: DALGETY AND CO., LTD., will sell, as above— 80 fat sheep, 200 forward ewes, 100 2-tooth in fat ewes, 20 2-tooth wethers, 40 fat ewes, 9 springing heifers, 6 fat heifers, 7 dairy cows, 7 fat cows, 2 store cows, 3 dozen springing heifers, 8 3-year choice heifers, 4 heifers, due May, 8 18-months heifers, 12 8-months weaners, 1 bull. [141, 312, 280, 390]
advertisement [595, 825, 840, 902]
advertisement [287, 493, 428, 694]
ad-subtitle: SINGER TREADLE SEWING MACHINE, ETC. [299, 139, 416, 158]
ad-body: IRVIN AND CO., LTD., in conjunction with MURRAY, ROBERTS AND CO., LTD., have been instructed by Messrs. Smith Bros. to OFFER AT PUBLIC AUCTION the whole of their Romney Marsh Flock (No. 105), as follows:— 550 shearling flock rams, 10 stud rams, 580 ewe lambs, 139 ewe lambs, 34 4 and 6-tooth ewes, 30 full-mouth ewes. [141, 151, 280, 229]
advertisement [9, 235, 134, 393]
